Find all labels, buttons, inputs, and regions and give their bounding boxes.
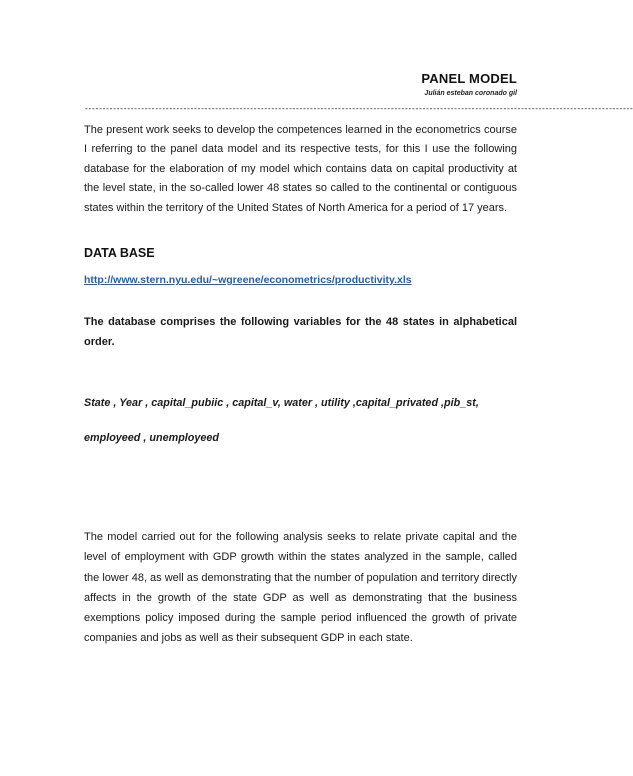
database-link[interactable]: http://www.stern.nyu.edu/~wgreene/econometrics/productivity.xls xyxy=(84,274,412,286)
author-name: Julián esteban coronado gil xyxy=(424,90,517,97)
variables-list-line-1: State , Year , capital_pubiic , capital_v, water , utility ,capital_privated ,pib_st, xyxy=(84,397,479,409)
document-title: PANEL MODEL xyxy=(421,71,517,86)
database-description: The database comprises the following variables for the 48 states in alphabetical order. xyxy=(84,316,517,348)
analysis-paragraph: The model carried out for the following analysis seeks to relate private capital and the level of employment with GDP growth within the states analyzed in the sample, called the lower 48, as well as demonstrating that the number of population and territory directly affects in the growth of the state GDP as well as demonstrating that the business exemptions policy imposed during the sample period influenced the growth of private companies and jobs as well as their subsequent GDP in each state. xyxy=(84,531,517,645)
data-base-heading: DATA BASE xyxy=(84,246,155,260)
variables-list-line-2: employeed , unemployeed xyxy=(84,432,219,444)
intro-paragraph: The present work seeks to develop the competences learned in the econometrics course I referring to the panel data model and its respective tests, for this I use the following database for the elaboration of my model which contains data on capital productivity at the level state, in the so-called lower 48 states so called to the continental or contiguous states within the territory of the United States of North America for a period of 17 years. xyxy=(84,124,517,214)
dashed-separator: ------------------------------------------------------------------------------------------------------------------------------------------------------------ xyxy=(84,104,633,113)
